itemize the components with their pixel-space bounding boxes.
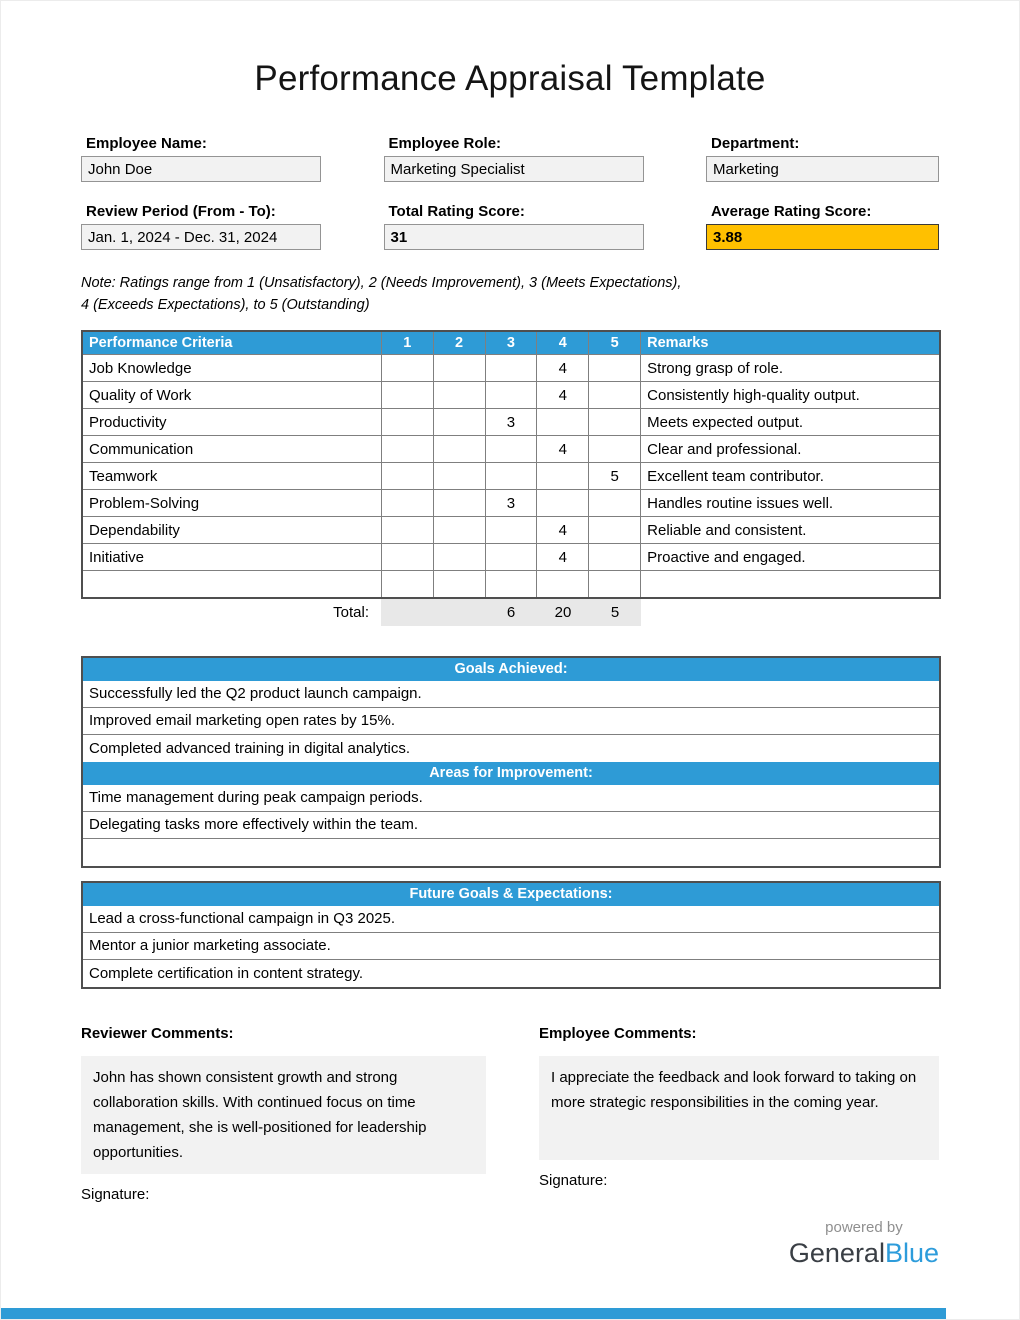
- future-goals-header: Future Goals & Expectations:: [83, 883, 939, 906]
- field-average-rating: [706, 203, 939, 250]
- remarks-cell: Strong grasp of role.: [641, 355, 940, 382]
- brand-blue: Blue: [884, 1237, 939, 1268]
- rating-cell-3: 3: [485, 409, 537, 436]
- average-rating-label: Average Rating Score:: [711, 203, 872, 220]
- areas-improvement-list: [83, 785, 939, 866]
- field-review-period: [81, 203, 321, 250]
- employee-role-label: Employee Role:: [388, 135, 502, 152]
- rating-cell-3: [485, 436, 537, 463]
- criteria-cell: [82, 571, 381, 598]
- remarks-cell: Clear and professional.: [641, 436, 940, 463]
- rating-cell-2: [433, 544, 485, 571]
- total-cell-5: 5: [589, 599, 641, 626]
- field-total-rating: [384, 203, 644, 250]
- rating-cell-4: 4: [537, 544, 589, 571]
- list-item: [83, 839, 939, 866]
- rating-cell-1: [381, 382, 433, 409]
- reviewer-signature-label: Signature:: [81, 1185, 150, 1203]
- criteria-cell: Productivity: [82, 409, 381, 436]
- rating-cell-5: [589, 382, 641, 409]
- ratings-note-line1: Note: Ratings range from 1 (Unsatisfactory), 2 (Needs Improvement), 3 (Meets Expectations),: [81, 275, 682, 291]
- rating-cell-5: 5: [589, 463, 641, 490]
- total-cell-3: 6: [485, 599, 537, 626]
- rating-cell-3: [485, 463, 537, 490]
- areas-improvement-header: Areas for Improvement:: [83, 762, 939, 785]
- rating-cell-4: [537, 409, 589, 436]
- rating-cell-5: [589, 490, 641, 517]
- table-row: [82, 544, 940, 571]
- goals-achieved-header: Goals Achieved:: [83, 658, 939, 681]
- remarks-cell: Proactive and engaged.: [641, 544, 940, 571]
- ratings-note: [81, 272, 939, 317]
- rating-cell-1: [381, 463, 433, 490]
- rating-cell-5: [589, 355, 641, 382]
- rating-cell-5: [589, 409, 641, 436]
- rating-cell-2: [433, 517, 485, 544]
- list-item: Lead a cross-functional campaign in Q3 2025.: [83, 906, 939, 933]
- field-employee-role: [384, 135, 644, 182]
- powered-by-footer: [789, 1219, 939, 1269]
- table-row: [82, 517, 940, 544]
- employee-comments-text[interactable]: I appreciate the feedback and look forward to taking on more strategic responsibilities in the coming year.: [539, 1056, 939, 1160]
- bottom-accent-bar: [1, 1308, 946, 1319]
- total-rating-label: Total Rating Score:: [388, 203, 525, 220]
- total-cell-1: [381, 599, 433, 626]
- total-cell-4: 20: [537, 599, 589, 626]
- reviewer-comments: [81, 1025, 486, 1203]
- employee-signature-label: Signature:: [539, 1171, 608, 1189]
- rating-cell-1: [381, 409, 433, 436]
- rating-cell-5: [589, 517, 641, 544]
- reviewer-comments-label: Reviewer Comments:: [81, 1024, 234, 1042]
- employee-role-input[interactable]: Marketing Specialist: [384, 156, 644, 182]
- table-row: [82, 382, 940, 409]
- employee-comments: [539, 1025, 939, 1203]
- form-fields: [81, 135, 939, 250]
- brand-general: General: [788, 1237, 885, 1268]
- remarks-cell: Handles routine issues well.: [641, 490, 940, 517]
- criteria-cell: Initiative: [82, 544, 381, 571]
- list-item: Completed advanced training in digital analytics.: [83, 735, 939, 762]
- goals-achieved-list: [83, 681, 939, 762]
- ratings-note-line2: 4 (Exceeds Expectations), to 5 (Outstanding): [81, 297, 370, 314]
- total-label: Total:: [333, 603, 369, 621]
- list-item: Complete certification in content strategy.: [83, 960, 939, 987]
- rating-cell-2: [433, 463, 485, 490]
- ratings-table-header-row: [82, 331, 940, 355]
- list-item: Delegating tasks more effectively within the team.: [83, 812, 939, 839]
- field-department: [706, 135, 939, 182]
- rating-cell-1: [381, 571, 433, 598]
- total-cell-2: [433, 599, 485, 626]
- rating-cell-1: [381, 517, 433, 544]
- generalblue-logo: [789, 1238, 939, 1269]
- rating-cell-3: [485, 544, 537, 571]
- rating-cell-2: [433, 355, 485, 382]
- list-item: Successfully led the Q2 product launch campaign.: [83, 681, 939, 708]
- table-row: [82, 490, 940, 517]
- rating-cell-3: [485, 382, 537, 409]
- rating-cell-1: [381, 436, 433, 463]
- col-rating-3: 3: [485, 331, 537, 355]
- future-goals-box: [81, 881, 941, 989]
- ratings-table-body: [82, 355, 940, 598]
- list-item: Improved email marketing open rates by 15%.: [83, 708, 939, 735]
- goals-and-improvement-box: [81, 656, 941, 868]
- department-label: Department:: [711, 135, 800, 152]
- col-performance-criteria: Performance Criteria: [82, 331, 381, 355]
- total-row: [81, 599, 941, 626]
- remarks-cell: [641, 571, 940, 598]
- rating-cell-3: [485, 517, 537, 544]
- ratings-table: [81, 330, 941, 599]
- remarks-cell: Reliable and consistent.: [641, 517, 940, 544]
- average-rating-value: 3.88: [706, 224, 939, 250]
- total-rating-value: 31: [384, 224, 644, 250]
- rating-cell-4: 4: [537, 517, 589, 544]
- page-title: Performance Appraisal Template: [254, 59, 766, 98]
- col-rating-5: 5: [589, 331, 641, 355]
- powered-by-text: powered by: [825, 1218, 903, 1236]
- rating-cell-2: [433, 409, 485, 436]
- rating-cell-2: [433, 382, 485, 409]
- criteria-cell: Quality of Work: [82, 382, 381, 409]
- rating-cell-4: [537, 490, 589, 517]
- employee-name-input[interactable]: John Doe: [81, 156, 321, 182]
- rating-cell-1: [381, 544, 433, 571]
- rating-cell-1: [381, 355, 433, 382]
- rating-cell-5: [589, 571, 641, 598]
- criteria-cell: Job Knowledge: [82, 355, 381, 382]
- review-period-label: Review Period (From - To):: [86, 203, 276, 220]
- rating-cell-4: [537, 463, 589, 490]
- rating-cell-3: [485, 571, 537, 598]
- remarks-cell: Consistently high-quality output.: [641, 382, 940, 409]
- table-row: [82, 463, 940, 490]
- table-row: [82, 436, 940, 463]
- document-content: [1, 59, 1019, 1269]
- rating-cell-2: [433, 436, 485, 463]
- employee-name-label: Employee Name:: [86, 135, 207, 152]
- rating-cell-4: 4: [537, 382, 589, 409]
- col-remarks: Remarks: [641, 331, 940, 355]
- department-input[interactable]: Marketing: [706, 156, 939, 182]
- table-row: [82, 355, 940, 382]
- table-row: [82, 571, 940, 598]
- rating-cell-2: [433, 490, 485, 517]
- field-employee-name: [81, 135, 321, 182]
- rating-cell-2: [433, 571, 485, 598]
- future-goals-list: [83, 906, 939, 987]
- criteria-cell: Problem-Solving: [82, 490, 381, 517]
- list-item: Time management during peak campaign periods.: [83, 785, 939, 812]
- comments-section: [81, 1025, 939, 1203]
- rating-cell-3: [485, 355, 537, 382]
- col-rating-4: 4: [537, 331, 589, 355]
- criteria-cell: Communication: [82, 436, 381, 463]
- review-period-input[interactable]: Jan. 1, 2024 - Dec. 31, 2024: [81, 224, 321, 250]
- list-item: Mentor a junior marketing associate.: [83, 933, 939, 960]
- rating-cell-4: [537, 571, 589, 598]
- criteria-cell: Teamwork: [82, 463, 381, 490]
- rating-cell-5: [589, 436, 641, 463]
- rating-cell-3: 3: [485, 490, 537, 517]
- col-rating-1: 1: [381, 331, 433, 355]
- rating-cell-4: 4: [537, 355, 589, 382]
- rating-cell-5: [589, 544, 641, 571]
- col-rating-2: 2: [433, 331, 485, 355]
- table-row: [82, 409, 940, 436]
- employee-comments-label: Employee Comments:: [539, 1024, 697, 1042]
- remarks-cell: Excellent team contributor.: [641, 463, 940, 490]
- remarks-cell: Meets expected output.: [641, 409, 940, 436]
- rating-cell-1: [381, 490, 433, 517]
- reviewer-comments-text[interactable]: John has shown consistent growth and strong collaboration skills. With continued focus on time management, she is well-positioned for leadership opportunities.: [81, 1056, 486, 1174]
- criteria-cell: Dependability: [82, 517, 381, 544]
- rating-cell-4: 4: [537, 436, 589, 463]
